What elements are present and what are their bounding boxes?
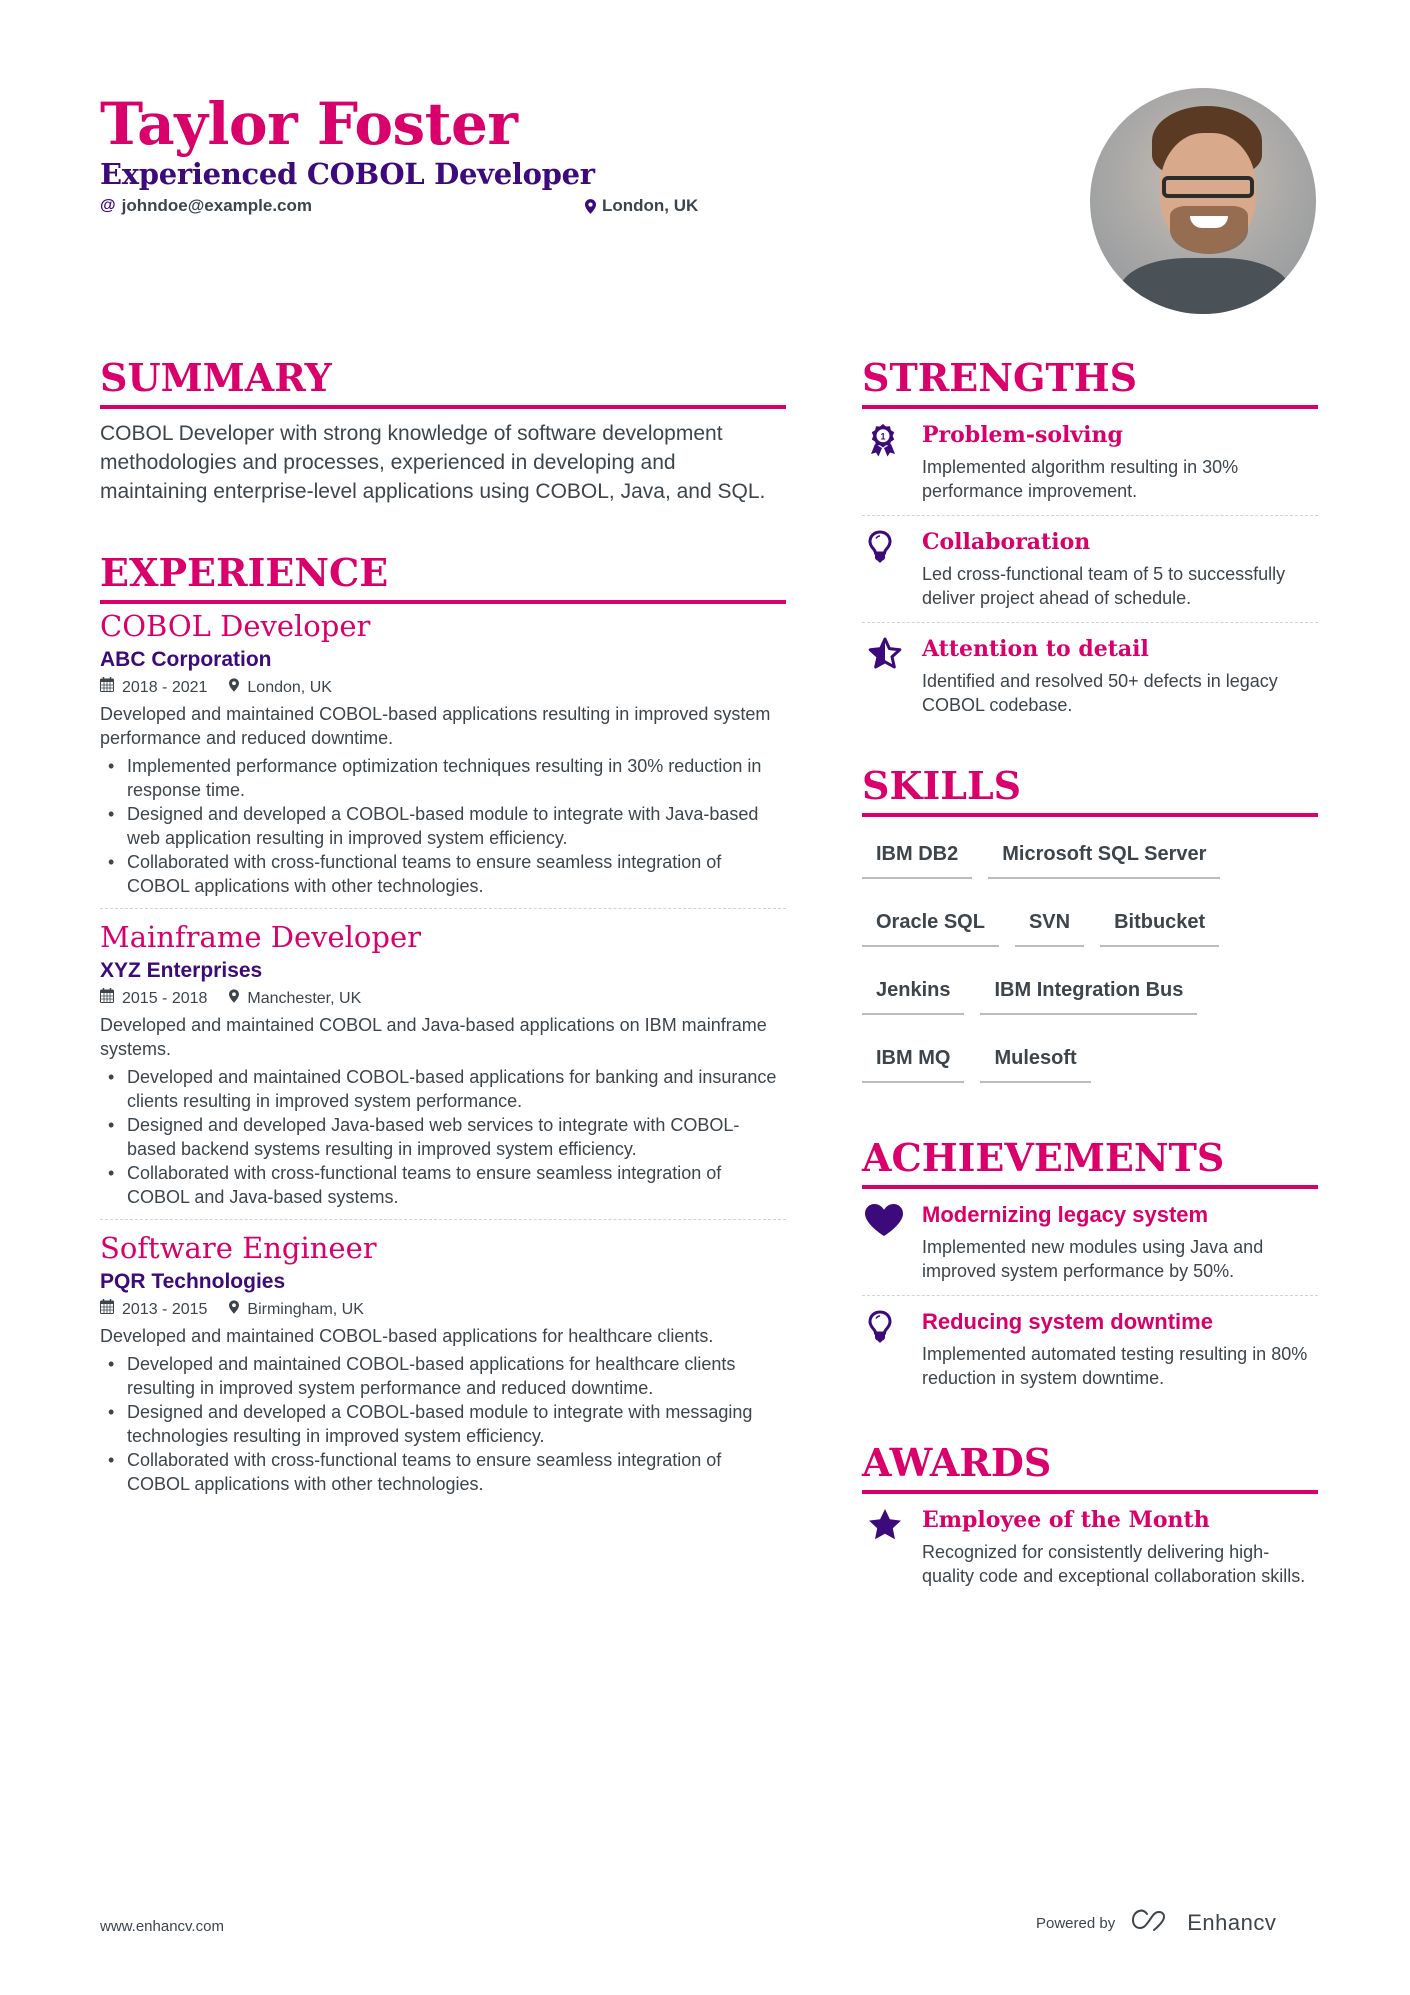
strength-title: Attention to detail	[922, 636, 1149, 662]
strength-item	[862, 622, 1318, 729]
job-bullet: • Developed and maintained COBOL-based applications for banking and insurance clients resulting in improved system performance.	[100, 1065, 786, 1113]
powered-by	[1036, 1908, 1276, 1938]
award-title: Employee of the Month	[922, 1507, 1210, 1533]
svg-text:1: 1	[880, 431, 886, 442]
section-heading: AWARDS	[862, 1440, 1052, 1485]
skills-section	[862, 763, 1318, 1083]
company-name: XYZ Enterprises	[100, 959, 263, 982]
strength-title: Collaboration	[922, 529, 1091, 555]
star-icon	[862, 1506, 922, 1588]
job-bullet: • Collaborated with cross-functional teams to ensure seamless integration of COBOL applications with other technologies.	[100, 850, 786, 898]
strength-item	[862, 515, 1318, 622]
job-description: Developed and maintained COBOL-based applications resulting in improved system performance and reduced downtime.	[100, 704, 771, 748]
experience-entry	[100, 1219, 786, 1506]
map-pin-icon	[229, 987, 239, 1011]
skills-list	[862, 839, 1318, 1083]
skill-tag: Microsoft SQL Server	[988, 839, 1220, 879]
lightbulb-icon	[862, 528, 922, 610]
award-description: Recognized for consistently delivering high-quality code and exceptional collaboration skills.	[922, 1542, 1306, 1586]
lightbulb-icon	[862, 1308, 922, 1390]
contact-row	[100, 196, 1000, 222]
job-bullets	[100, 1352, 786, 1496]
job-title: COBOL Developer	[100, 609, 371, 643]
job-meta	[100, 676, 786, 700]
job-dates: 2018 - 2021	[122, 679, 208, 696]
skill-tag: Mulesoft	[980, 1043, 1090, 1083]
job-title: Software Engineer	[100, 1231, 377, 1265]
achievement-description: Implemented new modules using Java and improved system performance by 50%.	[922, 1237, 1264, 1281]
job-title: Mainframe Developer	[100, 920, 421, 954]
achievement-title: Reducing system downtime	[922, 1309, 1213, 1334]
strengths-section	[862, 355, 1318, 729]
achievement-title: Modernizing legacy system	[922, 1202, 1209, 1227]
job-bullet: • Designed and developed a COBOL-based module to integrate with messaging technologies resulting in improved system efficiency.	[100, 1400, 786, 1448]
section-divider	[862, 813, 1318, 817]
job-description: Developed and maintained COBOL and Java-based applications on IBM mainframe systems.	[100, 1015, 767, 1059]
skill-tag: IBM Integration Bus	[980, 975, 1197, 1015]
strength-description: Identified and resolved 50+ defects in legacy COBOL codebase.	[922, 671, 1278, 715]
job-description: Developed and maintained COBOL-based applications for healthcare clients.	[100, 1326, 714, 1346]
experience-entry	[100, 908, 786, 1219]
at-icon: @	[100, 197, 116, 214]
strength-title: Problem-solving	[922, 422, 1123, 448]
job-bullet: • Collaborated with cross-functional teams to ensure seamless integration of COBOL and Java-based systems.	[100, 1161, 786, 1209]
job-dates: 2015 - 2018	[122, 990, 208, 1007]
job-bullet: • Designed and developed Java-based web services to integrate with COBOL-based backend systems resulting in improved system efficiency.	[100, 1113, 786, 1161]
candidate-name: Taylor Foster	[100, 90, 518, 158]
calendar-icon	[100, 987, 114, 1011]
company-name: ABC Corporation	[100, 648, 272, 671]
website-link[interactable]: www.enhancv.com	[100, 1918, 224, 1935]
job-location: Manchester, UK	[247, 990, 362, 1007]
job-bullets	[100, 754, 786, 898]
section-heading: EXPERIENCE	[100, 550, 389, 595]
skill-tag: Jenkins	[862, 975, 964, 1015]
email-text: johndoe@example.com	[121, 196, 313, 215]
strength-description: Implemented algorithm resulting in 30% performance improvement.	[922, 457, 1239, 501]
job-bullet: • Collaborated with cross-functional teams to ensure seamless integration of COBOL applications with other technologies.	[100, 1448, 786, 1496]
section-divider	[100, 405, 786, 409]
enhancv-logo[interactable]	[1131, 1908, 1276, 1938]
job-meta	[100, 987, 786, 1011]
contact-email[interactable]	[100, 196, 312, 216]
skill-tag: SVN	[1015, 907, 1084, 947]
skill-tag: Bitbucket	[1100, 907, 1219, 947]
award-item	[862, 1494, 1318, 1600]
skill-tag: IBM MQ	[862, 1043, 964, 1083]
skill-tag: IBM DB2	[862, 839, 972, 879]
summary-section	[100, 355, 786, 506]
enhancv-brand-text: Enhancv	[1187, 1910, 1277, 1935]
strength-description: Led cross-functional team of 5 to successfully deliver project ahead of schedule.	[922, 564, 1286, 608]
section-heading: SUMMARY	[100, 355, 332, 400]
half-star-icon	[862, 635, 922, 717]
map-pin-icon	[229, 676, 239, 700]
achievement-description: Implemented automated testing resulting in 80% reduction in system downtime.	[922, 1344, 1308, 1388]
experience-section	[100, 550, 786, 1506]
achievement-item	[862, 1295, 1318, 1402]
job-bullets	[100, 1065, 786, 1209]
calendar-icon	[100, 1298, 114, 1322]
profile-photo	[1090, 88, 1316, 314]
achievements-section	[862, 1135, 1318, 1402]
section-divider	[100, 600, 786, 604]
candidate-title: Experienced COBOL Developer	[100, 157, 595, 191]
section-heading: SKILLS	[862, 763, 1022, 808]
map-pin-icon	[585, 199, 596, 214]
calendar-icon	[100, 676, 114, 700]
job-dates: 2013 - 2015	[122, 1301, 208, 1318]
resume-header	[100, 92, 1000, 222]
right-column	[862, 355, 1318, 1600]
section-heading: STRENGTHS	[862, 355, 1138, 400]
award-ribbon-icon	[862, 421, 922, 503]
achievement-item	[862, 1189, 1318, 1295]
section-heading: ACHIEVEMENTS	[862, 1135, 1225, 1180]
heart-icon	[862, 1201, 922, 1283]
strength-item	[862, 409, 1318, 515]
enhancv-logo-icon	[1131, 1908, 1177, 1938]
map-pin-icon	[229, 1298, 239, 1322]
company-name: PQR Technologies	[100, 1270, 286, 1293]
contact-location	[585, 196, 698, 216]
location-text: London, UK	[602, 196, 699, 215]
powered-by-label: Powered by	[1036, 1914, 1116, 1932]
left-column	[100, 355, 786, 1506]
experience-entry	[100, 608, 786, 908]
job-location: London, UK	[247, 679, 332, 696]
job-bullet: • Designed and developed a COBOL-based module to integrate with Java-based web application resulting in improved system efficiency.	[100, 802, 786, 850]
awards-section	[862, 1440, 1318, 1600]
skill-tag: Oracle SQL	[862, 907, 999, 947]
job-location: Birmingham, UK	[247, 1301, 364, 1318]
summary-text: COBOL Developer with strong knowledge of software development methodologies and processes, experienced in developing and maintaining enterprise-level applications using COBOL, Java, and SQL.	[100, 422, 766, 503]
job-bullet: • Developed and maintained COBOL-based applications for healthcare clients resulting in improved system performance and reduced downtime.	[100, 1352, 786, 1400]
job-meta	[100, 1298, 786, 1322]
job-bullet: • Implemented performance optimization techniques resulting in 30% reduction in response time.	[100, 754, 786, 802]
